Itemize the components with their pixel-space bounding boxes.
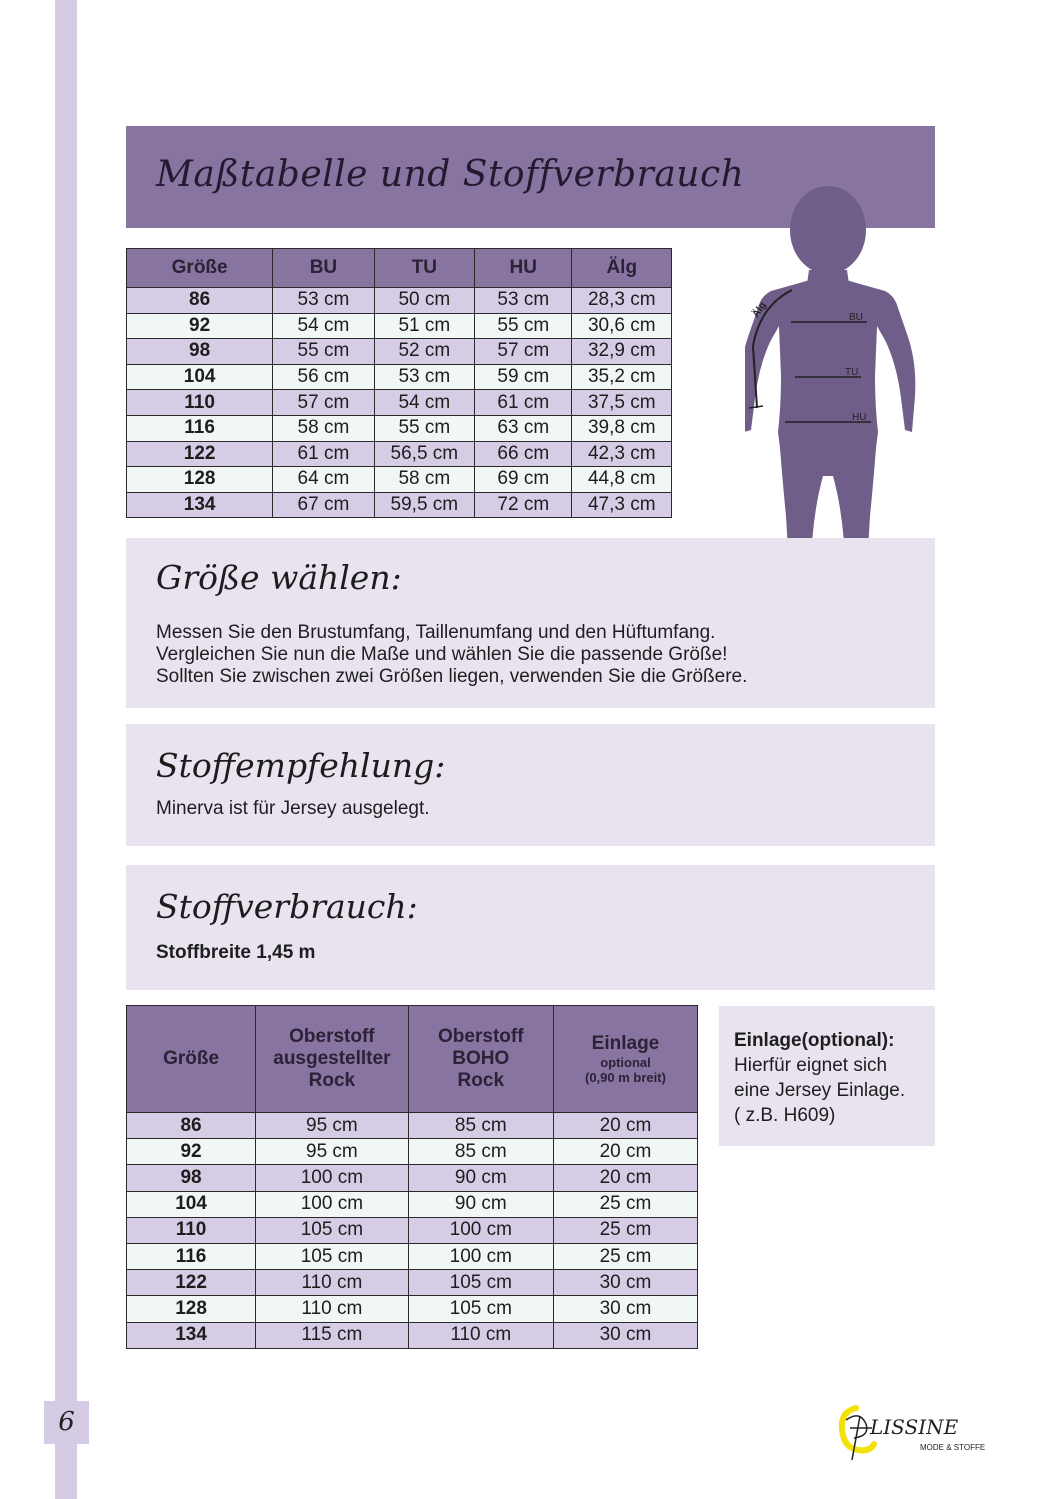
fabric-row [127,1270,698,1296]
fabric-header-outer-boho-3: Rock [457,1070,505,1091]
fabric-header-interfacing-optional: optional [600,1055,651,1070]
page-number: 6 [44,1401,89,1444]
fabric-header-outer-flared-2: ausgestellter [273,1048,391,1069]
measure-value-cell: 66 cm [475,441,572,467]
logo-mark [846,1416,872,1460]
measure-size-cell: 116 [127,415,273,441]
measure-value-cell: 58 cm [374,467,474,493]
fabric-header-outer-flared-3: Rock [308,1070,356,1091]
fabric-value-cell: 115 cm [256,1322,409,1348]
fabric-value-cell: 25 cm [553,1191,697,1217]
usage-panel [126,865,935,990]
tu-label: TU [845,367,859,378]
interfacing-note [719,1006,935,1146]
measure-value-cell: 54 cm [374,390,474,416]
measure-row [127,390,672,416]
fabric-value-cell: 20 cm [553,1113,697,1139]
fabric-header-outer-boho-1: Oberstoff [438,1026,524,1047]
fabric-row [127,1165,698,1191]
fabric-value-cell: 105 cm [256,1243,409,1269]
measure-value-cell: 52 cm [374,339,474,365]
measure-size-cell: 92 [127,313,273,339]
fabric-size-cell: 128 [127,1296,256,1322]
measure-value-cell: 57 cm [273,390,374,416]
fabric-value-cell: 85 cm [408,1113,553,1139]
fabric-size-cell: 134 [127,1322,256,1348]
header-tu: TU [374,249,474,288]
fabric-row [127,1296,698,1322]
measure-value-cell: 55 cm [273,339,374,365]
measure-size-cell: 128 [127,467,273,493]
note-line-3: ( z.B. H609) [734,1105,836,1126]
measure-value-cell: 53 cm [273,288,374,314]
brand-logo [836,1398,996,1462]
fabric-row [127,1113,698,1139]
fabric-size-cell: 98 [127,1165,256,1191]
fabric-header-outer-flared [256,1006,409,1113]
fabric-value-cell: 105 cm [256,1217,409,1243]
size-line-3: Sollten Sie zwischen zwei Größen liegen, verwenden Sie die Größere. [156,666,748,687]
logo-tagline: MODE & STOFFE [920,1443,986,1452]
hu-label: HU [852,412,867,423]
size-heading: Größe wählen: [156,558,402,597]
measure-value-cell: 61 cm [273,441,374,467]
fabric-value-cell: 90 cm [408,1165,553,1191]
fabric-value-cell: 100 cm [256,1165,409,1191]
logo-name: LISSINE [870,1415,959,1439]
fabric-value-cell: 20 cm [553,1165,697,1191]
measure-value-cell: 53 cm [475,288,572,314]
fabric-value-cell: 25 cm [553,1217,697,1243]
measure-row [127,288,672,314]
usage-heading: Stoffverbrauch: [156,887,418,926]
size-panel [126,538,935,708]
fabric-table-header [127,1006,698,1113]
bu-label: BU [849,312,863,323]
recommendation-heading: Stoffempfehlung: [156,746,446,785]
fabric-value-cell: 110 cm [408,1322,553,1348]
measure-value-cell: 30,6 cm [572,313,672,339]
fabric-size-cell: 86 [127,1113,256,1139]
fabric-value-cell: 110 cm [256,1270,409,1296]
measure-row [127,492,672,518]
measure-row [127,415,672,441]
header-size: Größe [127,249,273,288]
fabric-value-cell: 25 cm [553,1243,697,1269]
measure-value-cell: 37,5 cm [572,390,672,416]
fabric-header-interfacing [553,1006,697,1113]
header-bu: BU [273,249,374,288]
measure-size-cell: 86 [127,288,273,314]
measure-size-cell: 122 [127,441,273,467]
fabric-value-cell: 85 cm [408,1139,553,1165]
fabric-value-cell: 95 cm [256,1113,409,1139]
measure-value-cell: 50 cm [374,288,474,314]
fabric-value-cell: 30 cm [553,1322,697,1348]
measure-value-cell: 53 cm [374,364,474,390]
measure-size-cell: 98 [127,339,273,365]
fabric-value-cell: 95 cm [256,1139,409,1165]
fabric-value-cell: 30 cm [553,1296,697,1322]
fabric-row [127,1243,698,1269]
fabric-size-cell: 116 [127,1243,256,1269]
fabric-size-cell: 104 [127,1191,256,1217]
fabric-row [127,1322,698,1348]
measure-value-cell: 54 cm [273,313,374,339]
measure-value-cell: 39,8 cm [572,415,672,441]
fabric-value-cell: 30 cm [553,1270,697,1296]
measure-value-cell: 69 cm [475,467,572,493]
side-bar [55,0,77,1499]
measure-value-cell: 32,9 cm [572,339,672,365]
measure-value-cell: 47,3 cm [572,492,672,518]
fabric-header-interfacing-width: (0,90 m breit) [585,1070,666,1085]
fabric-value-cell: 20 cm [553,1139,697,1165]
measure-row [127,339,672,365]
fabric-value-cell: 100 cm [408,1243,553,1269]
fabric-header-outer-boho [408,1006,553,1113]
fabric-value-cell: 110 cm [256,1296,409,1322]
fabric-value-cell: 100 cm [256,1191,409,1217]
fabric-size-cell: 122 [127,1270,256,1296]
measure-value-cell: 59 cm [475,364,572,390]
fabric-header-interfacing-label: Einlage [591,1033,660,1054]
fabric-row [127,1139,698,1165]
alg-label: Älg [750,300,769,320]
measure-value-cell: 56 cm [273,364,374,390]
recommendation-text: Minerva ist für Jersey ausgelegt. [156,798,430,819]
fabric-size-cell: 110 [127,1217,256,1243]
fabric-value-cell: 105 cm [408,1296,553,1322]
measure-size-cell: 104 [127,364,273,390]
measure-row [127,441,672,467]
note-line-1: Hierfür eignet sich [734,1055,888,1076]
fabric-table [126,1005,698,1349]
measure-size-cell: 110 [127,390,273,416]
measure-value-cell: 55 cm [374,415,474,441]
measure-value-cell: 63 cm [475,415,572,441]
measure-value-cell: 64 cm [273,467,374,493]
measure-table-header [127,249,672,288]
fabric-size-cell: 92 [127,1139,256,1165]
fabric-header-outer-flared-1: Oberstoff [289,1026,375,1047]
measure-value-cell: 35,2 cm [572,364,672,390]
measure-value-cell: 61 cm [475,390,572,416]
measure-value-cell: 55 cm [475,313,572,339]
measure-value-cell: 28,3 cm [572,288,672,314]
page-title: Maßtabelle und Stoffverbrauch [156,154,745,195]
measure-value-cell: 72 cm [475,492,572,518]
fabric-value-cell: 105 cm [408,1270,553,1296]
fabric-width-note: Stoffbreite 1,45 m [156,942,316,963]
measure-row [127,364,672,390]
fabric-value-cell: 100 cm [408,1217,553,1243]
fabric-header-size: Größe [127,1006,256,1113]
measure-value-cell: 58 cm [273,415,374,441]
fabric-row [127,1191,698,1217]
measure-table [126,248,672,518]
note-title: Einlage(optional): [734,1030,895,1051]
measure-value-cell: 59,5 cm [374,492,474,518]
measure-row [127,467,672,493]
note-line-2: eine Jersey Einlage. [734,1080,906,1101]
recommendation-panel [126,724,935,846]
fabric-row [127,1217,698,1243]
measure-value-cell: 67 cm [273,492,374,518]
measure-value-cell: 51 cm [374,313,474,339]
fabric-value-cell: 90 cm [408,1191,553,1217]
size-line-2: Vergleichen Sie nun die Maße und wählen Sie die passende Größe! [156,644,728,665]
measure-value-cell: 44,8 cm [572,467,672,493]
header-alg: Älg [572,249,672,288]
measure-row [127,313,672,339]
measure-value-cell: 56,5 cm [374,441,474,467]
size-line-1: Messen Sie den Brustumfang, Taillenumfang und den Hüftumfang. [156,622,716,643]
fabric-header-outer-boho-2: BOHO [452,1048,510,1069]
header-hu: HU [475,249,572,288]
measure-value-cell: 42,3 cm [572,441,672,467]
measure-value-cell: 57 cm [475,339,572,365]
measure-size-cell: 134 [127,492,273,518]
